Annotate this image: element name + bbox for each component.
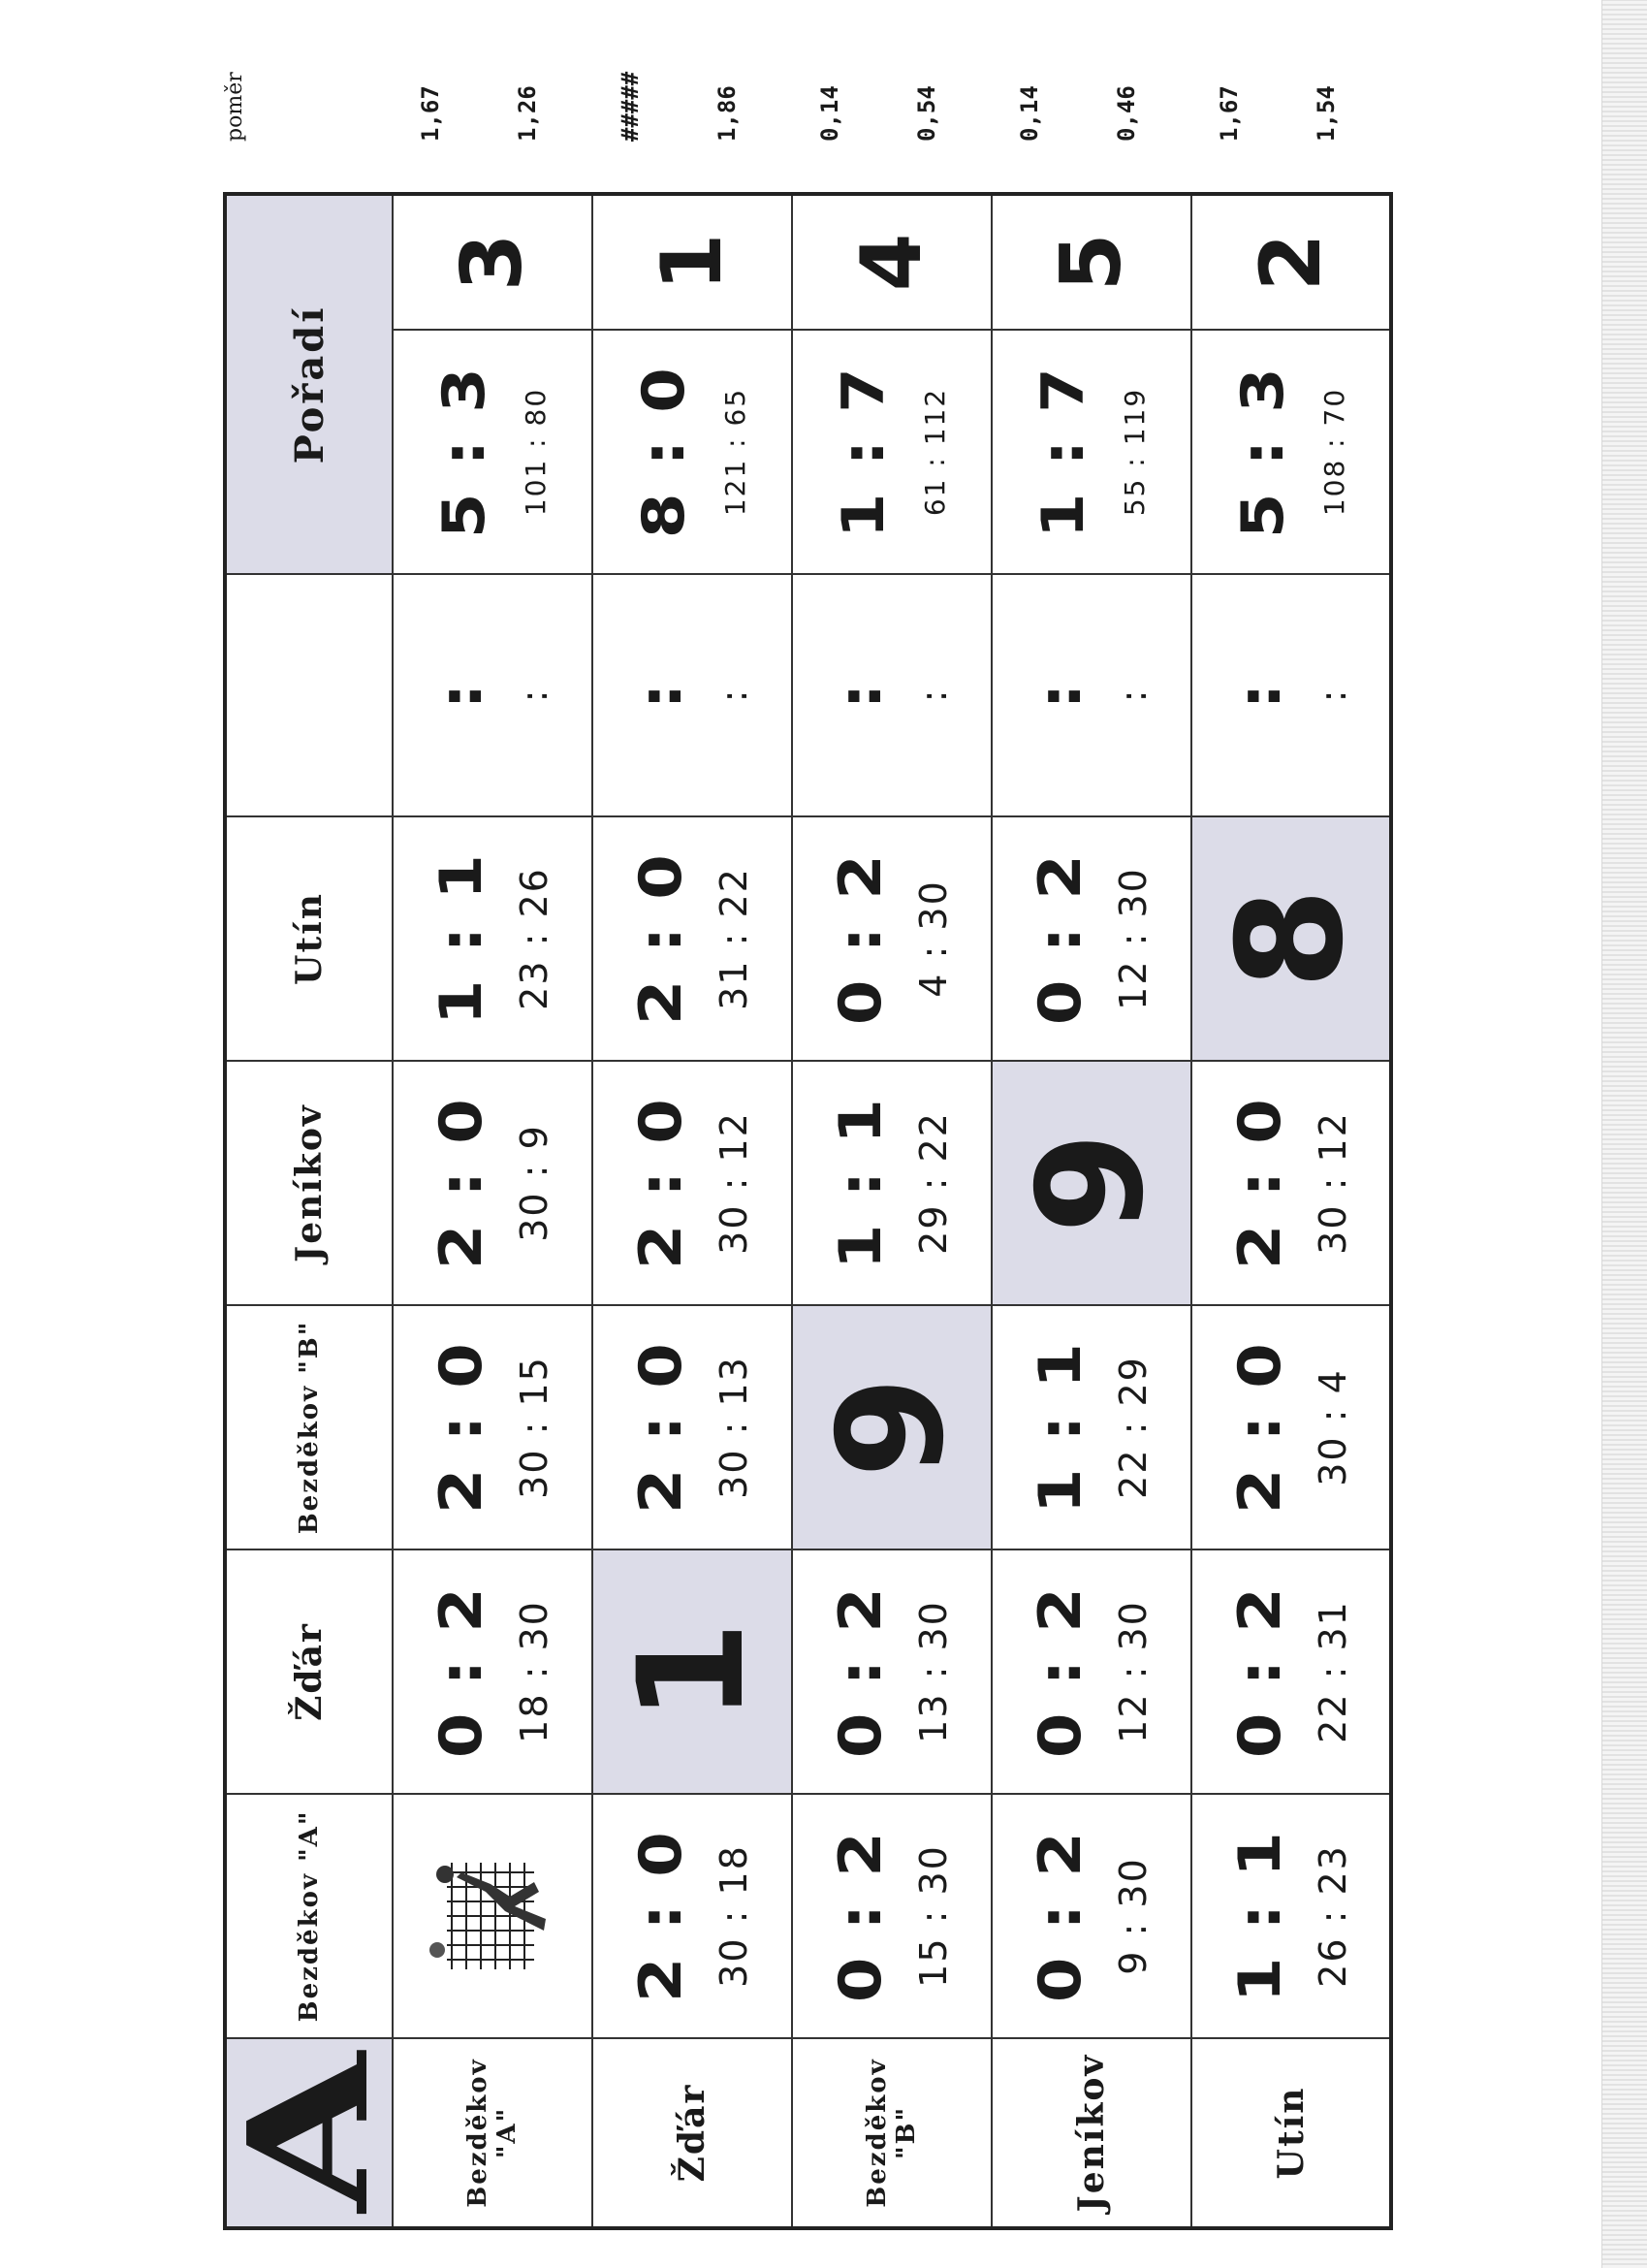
ratio-header: poměr: [223, 72, 247, 142]
sets-score: 0 : 2: [1225, 1584, 1294, 1759]
points-score: 4 : 30: [912, 879, 955, 998]
diagonal-number: 8: [1191, 816, 1391, 1061]
points-score: :: [1311, 687, 1354, 703]
team-name: Utín: [1191, 2038, 1391, 2228]
points-score: 22 : 31: [1311, 1600, 1354, 1743]
sets-score: :: [627, 681, 695, 710]
sets-ratio: 1,67: [1216, 85, 1243, 142]
points-score: :: [713, 687, 755, 703]
column-header: Bezděkov "A": [225, 1794, 393, 2038]
total-sets: 1 : 7: [1029, 365, 1097, 539]
points-score: 31 : 22: [713, 867, 755, 1010]
total-points: 61 : 112: [919, 387, 951, 517]
points-ratio: 1,26: [514, 85, 541, 142]
sets-score: :: [428, 681, 495, 710]
match-result: [992, 1305, 1191, 1549]
match-result: [393, 1061, 592, 1305]
match-result: [592, 1305, 792, 1549]
team-name: Bezděkov "A": [393, 2038, 592, 2228]
diagonal-number: 9: [792, 1305, 992, 1549]
points-score: 29 : 22: [912, 1111, 955, 1255]
sets-score: 1 : 1: [827, 1096, 895, 1270]
team-rank: 1: [592, 194, 792, 330]
points-score: 22 : 29: [1112, 1356, 1155, 1499]
header-row: [225, 194, 393, 2228]
column-header: Žďár: [225, 1549, 393, 1794]
total-sets: 8 : 0: [630, 365, 698, 539]
match-result: [592, 1794, 792, 2038]
sets-score: 2 : 0: [428, 1340, 495, 1515]
column-header: Jeníkov: [225, 1061, 393, 1305]
group-results-table: [212, 192, 1393, 2230]
match-result: [1191, 1794, 1391, 2038]
total-sets: 5 : 3: [1228, 365, 1297, 539]
team-row: [592, 194, 792, 2228]
total-result: [992, 330, 1191, 574]
sets-score: 0 : 2: [827, 851, 895, 1026]
match-result: [792, 574, 992, 816]
sets-score: 2 : 0: [1225, 1340, 1294, 1515]
sets-score: 2 : 0: [627, 1340, 695, 1515]
team-rank: 5: [992, 194, 1191, 330]
sets-score: 0 : 2: [827, 1829, 895, 2003]
sets-ratio: 0,14: [816, 85, 843, 142]
points-ratio: 0,46: [1113, 85, 1140, 142]
sets-score: 0 : 2: [827, 1584, 895, 1759]
team-name: Bezděkov "B": [792, 2038, 992, 2228]
points-score: 30 : 12: [1311, 1111, 1354, 1255]
points-score: :: [513, 687, 555, 703]
sets-score: 0 : 2: [428, 1584, 495, 1759]
sets-score: 2 : 0: [627, 1829, 695, 2003]
match-result: [992, 574, 1191, 816]
team-row: [1191, 194, 1391, 2228]
points-score: 13 : 30: [912, 1600, 955, 1743]
match-result: [792, 1549, 992, 1794]
points-score: 23 : 26: [513, 867, 555, 1010]
total-sets: 5 : 3: [430, 365, 498, 539]
points-score: 30 : 13: [713, 1356, 755, 1499]
match-result: [1191, 1305, 1391, 1549]
total-points: 108 : 70: [1317, 387, 1350, 517]
sets-score: 0 : 2: [1027, 1584, 1094, 1759]
match-result: [992, 1549, 1191, 1794]
group-label: [212, 2038, 406, 2228]
diagonal-number: 1: [592, 1549, 792, 1794]
paper-edge: [1601, 0, 1647, 2268]
team-name: Žďár: [592, 2038, 792, 2228]
team-row: [792, 194, 992, 2228]
match-result: [393, 816, 592, 1061]
sets-score: :: [827, 681, 895, 710]
points-score: 18 : 30: [513, 1600, 555, 1743]
total-result: [792, 330, 992, 574]
match-result: [1191, 1061, 1391, 1305]
group-letter: A: [212, 2053, 406, 2213]
total-points: 121 : 65: [719, 387, 751, 517]
column-header: [225, 574, 393, 816]
logo-cell: [393, 1794, 592, 2038]
total-sets: 1 : 7: [830, 365, 898, 539]
sets-ratio: 0,14: [1016, 85, 1043, 142]
sets-score: 1 : 1: [1225, 1829, 1294, 2003]
volleyball-player-icon: [418, 1843, 563, 1989]
column-header: Bezděkov "B": [225, 1305, 393, 1549]
team-row: [992, 194, 1191, 2228]
points-ratio: 0,54: [913, 85, 940, 142]
sets-score: 0 : 2: [1027, 1829, 1094, 2003]
team-rank: 4: [792, 194, 992, 330]
sets-score: 2 : 0: [428, 1096, 495, 1270]
match-result: [393, 1549, 592, 1794]
points-score: :: [1112, 687, 1155, 703]
diagonal-number: 9: [992, 1061, 1191, 1305]
team-rank: 3: [393, 194, 592, 330]
points-score: 30 : 18: [713, 1844, 755, 1988]
sets-ratio: 1,67: [417, 85, 444, 142]
total-result: [393, 330, 592, 574]
points-ratio: 1,86: [713, 85, 741, 142]
sets-score: 0 : 2: [1027, 851, 1094, 1026]
total-result: [1191, 330, 1391, 574]
points-score: 12 : 30: [1112, 867, 1155, 1010]
points-score: 30 : 9: [513, 1124, 555, 1242]
total-points: 55 : 119: [1119, 387, 1151, 517]
match-result: [592, 1061, 792, 1305]
points-score: 30 : 4: [1311, 1368, 1354, 1486]
sets-score: :: [1225, 681, 1294, 710]
match-result: [592, 816, 792, 1061]
match-result: [393, 574, 592, 816]
match-result: [393, 1305, 592, 1549]
total-points: 101 : 80: [520, 387, 552, 517]
sets-score: 1 : 1: [428, 851, 495, 1026]
sets-score: 2 : 0: [1225, 1096, 1294, 1270]
team-name: Jeníkov: [992, 2038, 1191, 2228]
sets-score: 1 : 1: [1027, 1340, 1094, 1515]
ranking-header: Pořadí: [225, 194, 393, 574]
sets-ratio: #####: [617, 71, 644, 142]
points-score: 30 : 15: [513, 1356, 555, 1499]
match-result: [792, 1061, 992, 1305]
match-result: [792, 1794, 992, 2038]
team-row: [393, 194, 592, 2228]
points-score: 26 : 23: [1311, 1844, 1354, 1988]
total-result: [592, 330, 792, 574]
match-result: [1191, 574, 1391, 816]
match-result: [992, 1794, 1191, 2038]
results-sheet: [212, 71, 1386, 2230]
column-header: Utín: [225, 816, 393, 1061]
sets-score: :: [1027, 681, 1094, 710]
match-result: [992, 816, 1191, 1061]
team-rank: 2: [1191, 194, 1391, 330]
points-score: 12 : 30: [1112, 1600, 1155, 1743]
points-score: 9 : 30: [1112, 1857, 1155, 1975]
sets-score: 2 : 0: [627, 851, 695, 1026]
match-result: [1191, 1549, 1391, 1794]
match-result: [592, 574, 792, 816]
points-score: :: [912, 687, 955, 703]
points-score: 15 : 30: [912, 1844, 955, 1988]
points-ratio: 1,54: [1313, 85, 1340, 142]
sets-score: 2 : 0: [627, 1096, 695, 1270]
match-result: [792, 816, 992, 1061]
points-score: 30 : 12: [713, 1111, 755, 1255]
